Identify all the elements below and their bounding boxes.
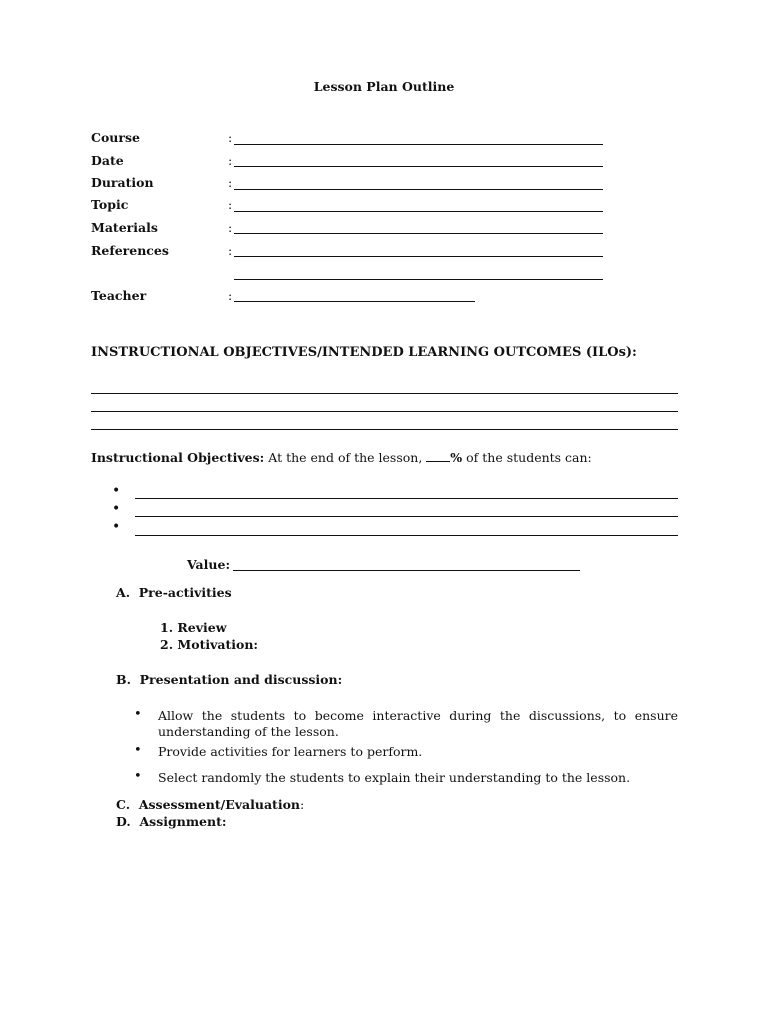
section-b-letter: B. (116, 672, 131, 687)
topic-label: Topic (91, 197, 129, 212)
objective-line-3[interactable] (135, 535, 678, 536)
date-label: Date (91, 153, 124, 168)
duration-label: Duration (91, 175, 154, 190)
section-c-colon: : (300, 797, 305, 812)
document-title: Lesson Plan Outline (313, 79, 455, 94)
section-b-title: Presentation and discussion: (139, 672, 343, 687)
section-a-heading (116, 585, 232, 600)
value-field[interactable] (233, 570, 580, 571)
ilo-line-1[interactable] (91, 393, 678, 394)
ilo-line-3[interactable] (91, 429, 678, 430)
percent-blank[interactable] (426, 449, 450, 462)
discussion-bullet-3: Select randomly the students to explain their understanding to the lesson. (158, 770, 631, 785)
teacher-colon: : (228, 288, 233, 303)
percent-symbol: % (450, 450, 463, 465)
duration-colon: : (228, 175, 233, 190)
section-c-heading (116, 797, 304, 812)
references-field[interactable] (234, 256, 603, 257)
ilo-heading: INSTRUCTIONAL OBJECTIVES/INTENDED LEARNING OUTCOMES (ILOs): (91, 345, 637, 360)
section-d-letter: D. (116, 814, 131, 829)
section-b-heading (116, 672, 342, 687)
bullet-icon: • (112, 483, 121, 499)
bullet-icon: • (112, 501, 121, 517)
bullet-icon: • (134, 769, 142, 784)
teacher-label: Teacher (91, 288, 147, 303)
pre-activity-review: 1. Review (160, 620, 227, 635)
date-field[interactable] (234, 166, 603, 167)
section-c-title: Assessment/Evaluation (138, 797, 300, 812)
objective-line-1[interactable] (135, 498, 678, 499)
materials-colon: : (228, 220, 233, 235)
discussion-bullet-2: Provide activities for learners to perform. (158, 744, 423, 759)
objectives-text-before: At the end of the lesson, (264, 450, 427, 465)
references-colon: : (228, 243, 233, 258)
bullet-icon: • (134, 707, 142, 722)
topic-colon: : (228, 197, 233, 212)
course-label: Course (91, 130, 140, 145)
materials-field[interactable] (234, 233, 603, 234)
objectives-label: Instructional Objectives: (91, 450, 265, 465)
instructional-objectives-line (91, 449, 592, 465)
value-label: Value: (187, 557, 231, 572)
objective-line-2[interactable] (135, 516, 678, 517)
date-colon: : (228, 153, 233, 168)
bullet-icon: • (134, 743, 142, 758)
course-field[interactable] (234, 144, 603, 145)
teacher-field[interactable] (234, 301, 475, 302)
objectives-text-after: of the students can: (462, 450, 592, 465)
discussion-bullet-1: Allow the students to become interactive during the discussions, to ensure understanding of the lesson. (158, 708, 678, 739)
references-field-line-2[interactable] (234, 279, 603, 280)
course-colon: : (228, 130, 233, 145)
topic-field[interactable] (234, 211, 603, 212)
section-c-letter: C. (116, 797, 131, 812)
pre-activity-motivation: 2. Motivation: (160, 637, 259, 652)
duration-field[interactable] (234, 189, 603, 190)
references-label: References (91, 243, 169, 258)
materials-label: Materials (91, 220, 158, 235)
ilo-line-2[interactable] (91, 411, 678, 412)
section-a-letter: A. (116, 585, 131, 600)
section-d-title: Assignment: (139, 814, 227, 829)
bullet-icon: • (112, 519, 121, 535)
section-d-heading (116, 814, 226, 829)
section-a-title: Pre-activities (138, 585, 232, 600)
